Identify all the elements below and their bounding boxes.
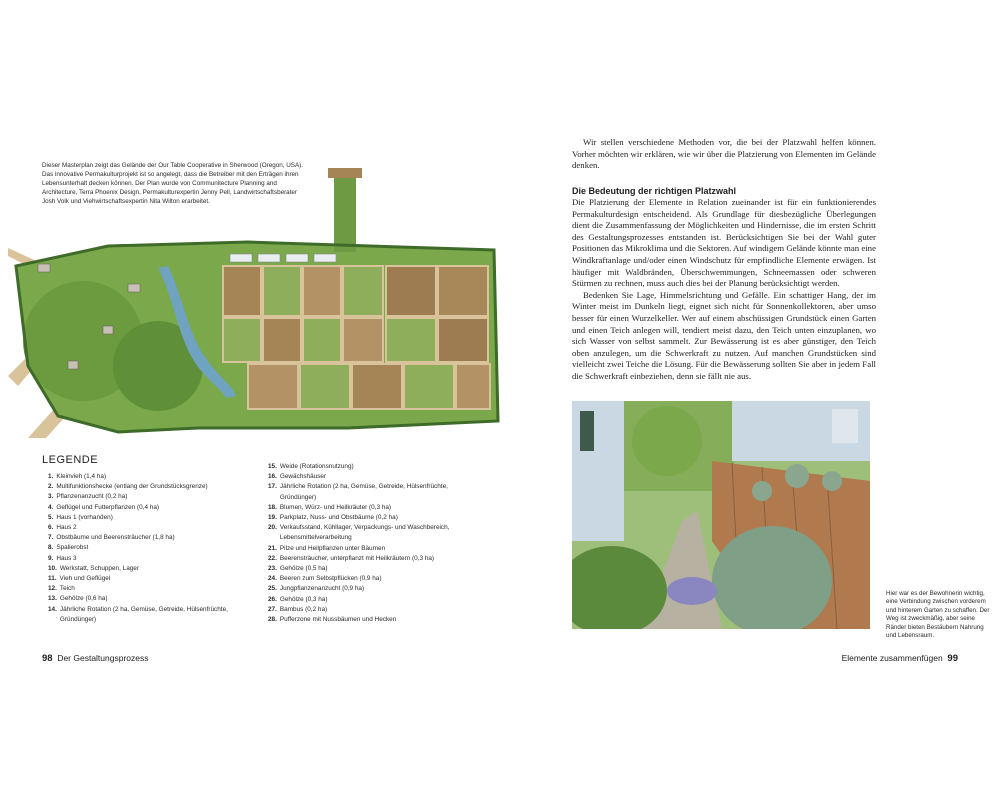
legend-text: Haus 3 [56, 554, 77, 562]
legend-item [48, 482, 258, 492]
body-paragraph-2: Bedenken Sie Lage, Himmelsrichtung und Gefälle. Ein schattiger Hang, der im Winter meist im Dunkeln liegt, eignet sich nicht für Sonnenkollektoren, aber umso besser für einen Wurzelkeller. Wer auf einem abschüssigen Grundstück einen Garten und einen Teich anlegen will, tendiert meist dazu, den Teich unten einzuplanen, wo sich Wasser von selbst sammelt. Zur Bewässerung ist es aber günstiger, den Teich oben anzulegen, um die Schwerkraft zu nutzen. Auf manchen Grundstücken sind vielleicht zwei Teiche die Lösung. Für die Bewässerung sollten Sie aber in jedem Fall die Schwerkraft einbeziehen, denn sie fällt nie aus. [572, 289, 876, 381]
page-number-right: 99 [947, 653, 958, 664]
legend-number: 14. [48, 605, 57, 613]
legend-number: 27. [268, 605, 277, 613]
legend-number: 24. [268, 575, 277, 583]
legend-number: 23. [268, 565, 277, 573]
legend-text: Pilze und Heilpflanzen unter Bäumen [279, 544, 386, 552]
running-head-right: Elemente zusammenfügen [841, 653, 943, 663]
legend-text: Verkaufsstand, Kühllager, Verpackungs- und Waschbereich, Lebensmittelverarbeitung [279, 524, 450, 542]
legend-column-1 [48, 472, 258, 625]
legend-item [48, 533, 258, 543]
legend-text: Bambus (0,2 ha) [279, 605, 328, 613]
legend-text: Jungpflanzenanzucht (0,9 ha) [279, 585, 365, 593]
body-paragraph-1: Die Platzierung der Elemente in Relation zueinander ist für ein funktionierendes Permakulturdesign entscheidend. Als Grundlage für diesbezügliche Überlegungen dient die Zusammenfassung der Möglichkeiten und Hindernisse, die im ersten Schritt des Gestaltungsprozesses entstanden ist. Berücksichtigen Sie bei der Wahl guter Positionen das Mikroklima und die Sektoren. Auf windigem Gelände könnte man eine Windkraftanlage und/oder einen Windschutz für empfindliche Elemente erwägen. Ist häufiger mit Waldbränden, Überschwemmungen, Schneemassen oder schweren Stürmen zu rechnen, muss auch dies bei der Planung berücksichtigt werden. [572, 197, 876, 289]
legend-text: Obstbäume und Beerensträucher (1,8 ha) [56, 534, 175, 542]
section-body [572, 197, 876, 383]
legend-item [48, 605, 258, 625]
legend-text: Gehölze (0,5 ha) [279, 565, 328, 573]
legend-number: 28. [268, 616, 277, 624]
legend-item [268, 554, 473, 564]
legend-item [268, 523, 473, 543]
legend-item [268, 605, 473, 615]
legend-text: Parkplatz, Nuss- und Obstbäume (0,2 ha) [279, 514, 398, 522]
legend-item [48, 543, 258, 553]
legend-number: 9. [48, 554, 54, 562]
legend-item [268, 503, 473, 513]
legend-text: Multifunktionshecke (entlang der Grundstücksgrenze) [56, 483, 208, 491]
legend-number: 17. [268, 483, 277, 491]
legend-text: Gewächshäuser [279, 473, 327, 481]
legend-text: Teich [59, 585, 75, 593]
legend-item [48, 503, 258, 513]
legend-item [48, 554, 258, 564]
legend-number: 10. [48, 564, 57, 572]
legend-number: 16. [268, 473, 277, 481]
legend-text: Beeren zum Selbstpflücken (0,9 ha) [279, 575, 382, 583]
legend-text: Haus 2 [56, 524, 77, 532]
legend-item [268, 544, 473, 554]
legend-number: 19. [268, 514, 277, 522]
legend-text: Vieh und Geflügel [59, 575, 111, 583]
legend-number: 22. [268, 554, 277, 562]
legend-text: Weide (Rotationsnutzung) [279, 463, 354, 470]
legend-item [268, 615, 473, 625]
legend-number: 2. [48, 483, 54, 491]
legend-number: 12. [48, 585, 57, 593]
legend-number: 11. [48, 575, 57, 583]
legend-item [48, 564, 258, 574]
legend-item [48, 584, 258, 594]
masterplan-illustration [8, 166, 500, 438]
legend-number: 25. [268, 585, 277, 593]
legend-number: 13. [48, 595, 57, 603]
legend-number: 1. [48, 473, 54, 480]
legend-title: LEGENDE [42, 454, 99, 466]
legend-item [268, 513, 473, 523]
legend-text: Blumen, Würz- und Heilkräuter (0,3 ha) [279, 503, 392, 511]
legend-number: 21. [268, 544, 277, 552]
map-caption: Dieser Masterplan zeigt das Gelände der Our Table Cooperative in Sherwood (Oregon, USA). Das innovative Permakulturprojekt ist so angelegt, dass die Betreiber mit den Erträgen ihren Lebensunterhalt decken können. Der Plan wurde von Communitecture Planning and Architecture, Terra Phoenix Design, Permakulturexpertin Jenny Pell, Landwirtschaftsberater Josh Volk und Viehwirtschaftsexpertin Nita Wilton erarbeitet. [42, 162, 303, 206]
legend-number: 4. [48, 503, 54, 511]
legend-number: 26. [268, 595, 277, 603]
legend-item [48, 523, 258, 533]
legend-text: Pflanzenanzucht (0,2 ha) [56, 493, 128, 501]
folio-left [42, 653, 149, 664]
legend-number: 8. [48, 544, 54, 552]
legend-number: 20. [268, 524, 277, 532]
legend-item [268, 574, 473, 584]
legend-item [48, 472, 258, 482]
legend-number: 18. [268, 503, 277, 511]
legend-item [268, 472, 473, 482]
folio-right [842, 653, 958, 664]
garden-path-photo [572, 401, 870, 629]
legend-item [268, 595, 473, 605]
legend-number: 15. [268, 463, 277, 470]
legend-item [48, 594, 258, 604]
legend-text: Werkstatt, Schuppen, Lager [59, 564, 139, 572]
legend-item [48, 513, 258, 523]
legend-text: Jährliche Rotation (2 ha, Gemüse, Getreide, Hülsenfrüchte, Gründünger) [279, 483, 448, 501]
running-head-left: Der Gestaltungsprozess [57, 653, 149, 663]
legend-number: 5. [48, 513, 54, 521]
legend-number: 7. [48, 534, 54, 542]
page-number-left: 98 [42, 653, 53, 664]
legend-text: Pufferzone mit Nussbäumen und Hecken [279, 616, 397, 624]
legend-item [48, 492, 258, 502]
intro-paragraph: Wir stellen verschiedene Methoden vor, die bei der Platzwahl helfen können. Vorher möchten wir erklären, wie wir über die Platzierung von Elementen im Gelände denken. [572, 137, 876, 171]
legend-item [268, 482, 473, 502]
legend-text: Gehölze (0,6 ha) [59, 595, 108, 603]
section-heading: Die Bedeutung der richtigen Platzwahl [572, 186, 737, 196]
legend-item [268, 462, 473, 472]
legend-text: Beerensträucher, unterpflanzt mit Heilkräutern (0,3 ha) [279, 554, 435, 562]
legend-item [268, 564, 473, 574]
legend-text: Gehölze (0,3 ha) [279, 595, 328, 603]
legend-text: Jährliche Rotation (2 ha, Gemüse, Getreide, Hülsenfrüchte, Gründünger) [59, 605, 228, 623]
legend-number: 3. [48, 493, 54, 501]
legend-text: Spalierobst [56, 544, 89, 552]
legend-number: 6. [48, 524, 54, 532]
legend-text: Kleinvieh (1,4 ha) [56, 473, 107, 480]
legend-text: Geflügel und Futterpflanzen (0,4 ha) [56, 503, 160, 511]
legend-item [48, 574, 258, 584]
photo-caption: Hier war es der Bewohnerin wichtig, eine Verbindung zwischen vorderem und hinterem Garten zu schaffen. Der Weg ist zweckmäßig, aber seine Ränder bieten Bestäubern Nahrung und Lebensraum. [886, 590, 990, 640]
legend-text: Haus 1 (vorhanden) [56, 513, 113, 521]
legend-column-2 [268, 462, 473, 625]
legend-item [268, 584, 473, 594]
